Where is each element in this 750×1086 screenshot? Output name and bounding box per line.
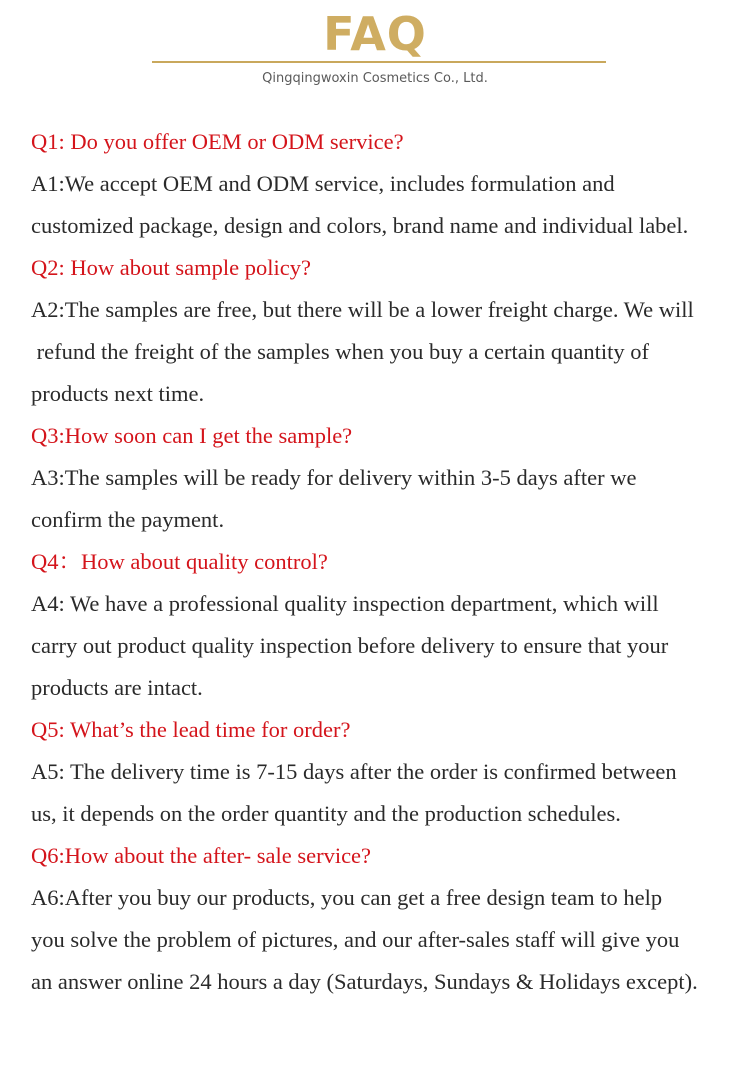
company-name: Qingqingwoxin Cosmetics Co., Ltd.	[262, 71, 488, 86]
faq-answer-line: confirm the payment.	[31, 507, 225, 532]
faq-answer-line: refund the freight of the samples when you buy a certain quantity of	[31, 339, 649, 364]
faq-list	[31, 121, 747, 1003]
faq-question: Q5: What’s the lead time for order?	[31, 717, 351, 742]
faq-question: Q6:How about the after- sale service?	[31, 843, 372, 868]
faq-item-2	[31, 247, 747, 415]
faq-answer-line: A5: The delivery time is 7-15 days after the order is confirmed between	[31, 759, 677, 784]
faq-question: Q2: How about sample policy?	[31, 255, 311, 280]
faq-question: Q1: Do you offer OEM or ODM service?	[31, 129, 404, 154]
page-title: FAQ	[323, 7, 427, 61]
faq-answer-line: an answer online 24 hours a day (Saturdays, Sundays & Holidays except).	[31, 969, 698, 994]
faq-question: Q4：How about quality control?	[31, 549, 328, 574]
faq-item-4	[31, 541, 747, 709]
faq-answer-line: A2:The samples are free, but there will be a lower freight charge. We will	[31, 297, 694, 322]
faq-answer-line: products are intact.	[31, 675, 203, 700]
faq-item-3	[31, 415, 747, 541]
faq-answer-line: customized package, design and colors, brand name and individual label.	[31, 213, 689, 238]
faq-answer-line: products next time.	[31, 381, 205, 406]
faq-answer-line: A6:After you buy our products, you can get a free design team to help	[31, 885, 663, 910]
faq-answer-line: us, it depends on the order quantity and the production schedules.	[31, 801, 621, 826]
faq-answer-line: A3:The samples will be ready for delivery within 3-5 days after we	[31, 465, 637, 490]
title-divider	[152, 61, 606, 63]
faq-answer-line: you solve the problem of pictures, and our after-sales staff will give you	[31, 927, 680, 952]
faq-answer-line: A4: We have a professional quality inspection department, which will	[31, 591, 659, 616]
faq-question: Q3:How soon can I get the sample?	[31, 423, 353, 448]
faq-header	[0, 0, 750, 100]
faq-answer-line: A1:We accept OEM and ODM service, includes formulation and	[31, 171, 615, 196]
faq-item-6	[31, 835, 747, 1003]
faq-item-1	[31, 121, 747, 247]
faq-item-5	[31, 709, 747, 835]
faq-answer-line: carry out product quality inspection before delivery to ensure that your	[31, 633, 669, 658]
